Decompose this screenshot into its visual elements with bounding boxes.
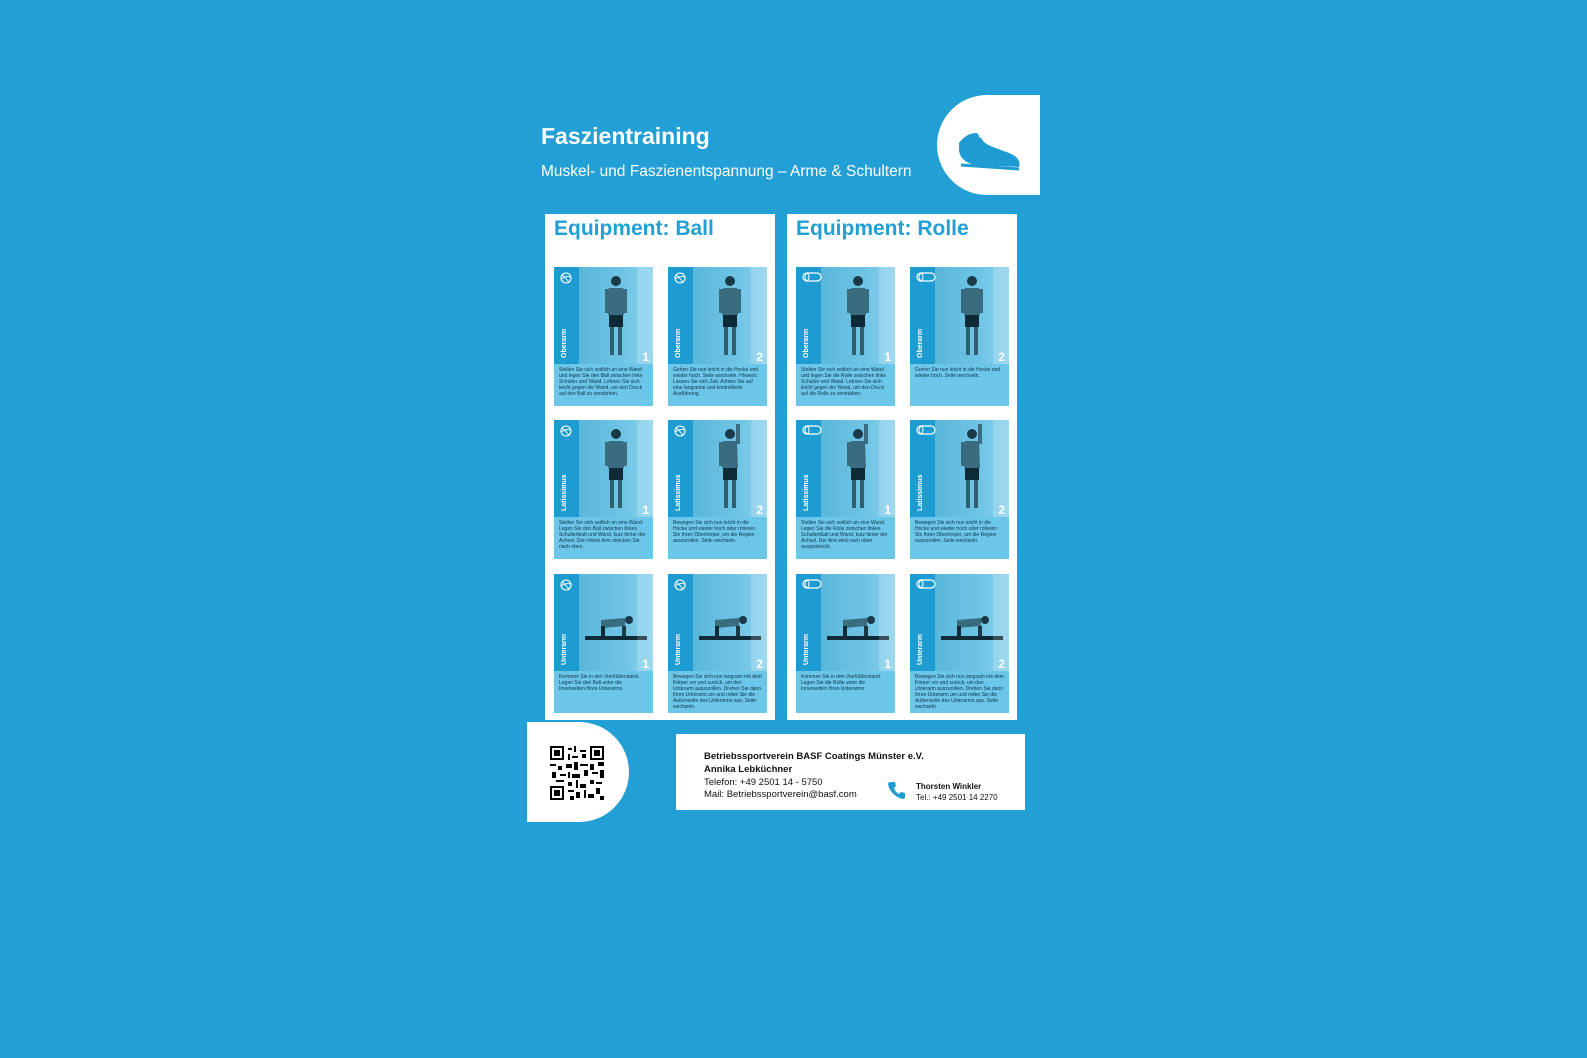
step-number: 1 <box>642 503 649 517</box>
body-region-label: Unterarm <box>917 633 924 665</box>
poster-title: Faszientraining <box>541 123 710 149</box>
qr-code[interactable] <box>550 746 604 800</box>
poster <box>527 95 1040 822</box>
body-region-label: Unterarm <box>561 633 568 665</box>
body-region-label: Oberarm <box>675 328 682 358</box>
exercise-description: Bewegen Sie sich nun langsam mit dem Körper vor und zurück, um den Unterarm auszurollen. Drehen Sie dann Ihren Unterarm um und rollen Sie die Außenseite des Unterarms aus. Seite wechseln. <box>915 674 1004 710</box>
exercise-card <box>668 420 767 559</box>
exercise-description: Bewegen Sie sich nun leicht in die Hocke und wieder hoch oder rotieren Sie Ihren Oberkörper, um die Region auszurollen. Seite wechseln. <box>915 520 997 544</box>
body-region-label: Oberarm <box>561 328 568 358</box>
body-region-label: Latissimus <box>803 474 810 511</box>
step-number: 1 <box>884 503 891 517</box>
exercise-description: Kommen Sie in den Vierfüßlerstand. Legen Sie die Rolle unter die Innenseiten Ihres Unterarms. <box>801 674 882 692</box>
step-number: 1 <box>884 657 891 671</box>
exercise-card <box>796 267 895 406</box>
body-region-label: Latissimus <box>917 474 924 511</box>
panel-title: Equipment: Rolle <box>796 217 969 240</box>
exercise-description: Bewegen Sie sich nun langsam mit dem Körper vor und zurück, um den Unterarm auszurollen. Drehen Sie dann Ihren Unterarm um und rollen Sie die Außenseite des Unterarms aus. Seite wechseln. <box>673 674 762 710</box>
contact-mail[interactable]: Mail: Betriebssportverein@basf.com <box>704 789 857 800</box>
secondary-contact-name: Thorsten Winkler <box>916 782 982 791</box>
equipment-panel-rolle <box>787 214 1017 720</box>
exercise-description: Stellen Sie sich seitlich an eine Wand und legen Sie die Rolle zwischen linke Schulter und Wand. Lehnen Sie sich leicht gegen die Wand, um den Druck auf die Rolle zu verstärken. <box>801 367 887 397</box>
qr-badge <box>527 722 629 822</box>
exercise-card <box>910 267 1009 406</box>
exercise-card <box>910 420 1009 559</box>
exercise-card <box>910 574 1009 713</box>
exercise-card <box>554 267 653 406</box>
step-number: 2 <box>756 503 763 517</box>
step-number: 2 <box>756 350 763 364</box>
step-number: 2 <box>756 657 763 671</box>
running-shoe-icon <box>955 113 1025 173</box>
exercise-description: Stellen Sie sich seitlich an eine Wand. Legen Sie den Ball zwischen linkes Schulterblatt und Wand, kurz hinter der Achsel. Den linken Arm strecken Sie nach oben. <box>559 520 646 550</box>
phone-icon <box>887 780 907 800</box>
contact-box <box>676 734 1025 810</box>
step-number: 2 <box>998 657 1005 671</box>
contact-name: Annika Lebküchner <box>704 764 793 775</box>
shoe-badge <box>937 95 1040 195</box>
step-number: 1 <box>884 350 891 364</box>
body-region-label: Oberarm <box>803 328 810 358</box>
exercise-description: Stellen Sie sich seitlich an eine Wand. Legen Sie die Rolle zwischen linkes Schulterblatt und Wand, kurz hinter der Achsel. Der Arm wird nach oben ausgestreckt. <box>801 520 888 550</box>
body-region-label: Unterarm <box>803 633 810 665</box>
step-number: 1 <box>642 350 649 364</box>
secondary-contact-phone[interactable]: Tel.: +49 2501 14 2270 <box>916 793 998 802</box>
step-number: 2 <box>998 350 1005 364</box>
exercise-description: Gehen Sie nun leicht in die Hocke und wieder hoch. Seite wechseln. <box>915 367 1001 379</box>
exercise-card <box>796 574 895 713</box>
panel-title: Equipment: Ball <box>554 217 714 240</box>
exercise-card <box>554 574 653 713</box>
equipment-panel-ball <box>545 214 775 720</box>
exercise-card <box>668 267 767 406</box>
body-region-label: Latissimus <box>561 474 568 511</box>
step-number: 1 <box>642 657 649 671</box>
contact-phone[interactable]: Telefon: +49 2501 14 - 5750 <box>704 777 823 788</box>
exercise-description: Kommen Sie in den Vierfüßlerstand. Legen Sie den Ball unter die Innenseiten Ihres Unterarms. <box>559 674 640 692</box>
exercise-card <box>668 574 767 713</box>
poster-subtitle: Muskel- und Faszienentspannung – Arme & Schultern <box>541 163 912 180</box>
exercise-card <box>554 420 653 559</box>
organization-name: Betriebssportverein BASF Coatings Münster e.V. <box>704 751 924 762</box>
exercise-description: Gehen Sie nun leicht in die Hocke und wieder hoch. Seite wechseln. Hinweis: Lassen Sie sich Zeit. Achten Sie auf eine langsame und kontrollierte Ausführung. <box>673 367 759 397</box>
body-region-label: Unterarm <box>675 633 682 665</box>
body-region-label: Oberarm <box>917 328 924 358</box>
exercise-description: Stellen Sie sich seitlich an eine Wand und legen Sie den Ball zwischen linke Schulter und Wand. Lehnen Sie sich leicht gegen die Wand, um den Druck auf den Ball zu verstärken. <box>559 367 643 397</box>
exercise-card <box>796 420 895 559</box>
step-number: 2 <box>998 503 1005 517</box>
exercise-description: Bewegen Sie sich nun leicht in die Hocke und wieder hoch oder rotieren Sie Ihren Oberkörper, um die Region auszurollen. Seite wechseln. <box>673 520 755 544</box>
body-region-label: Latissimus <box>675 474 682 511</box>
